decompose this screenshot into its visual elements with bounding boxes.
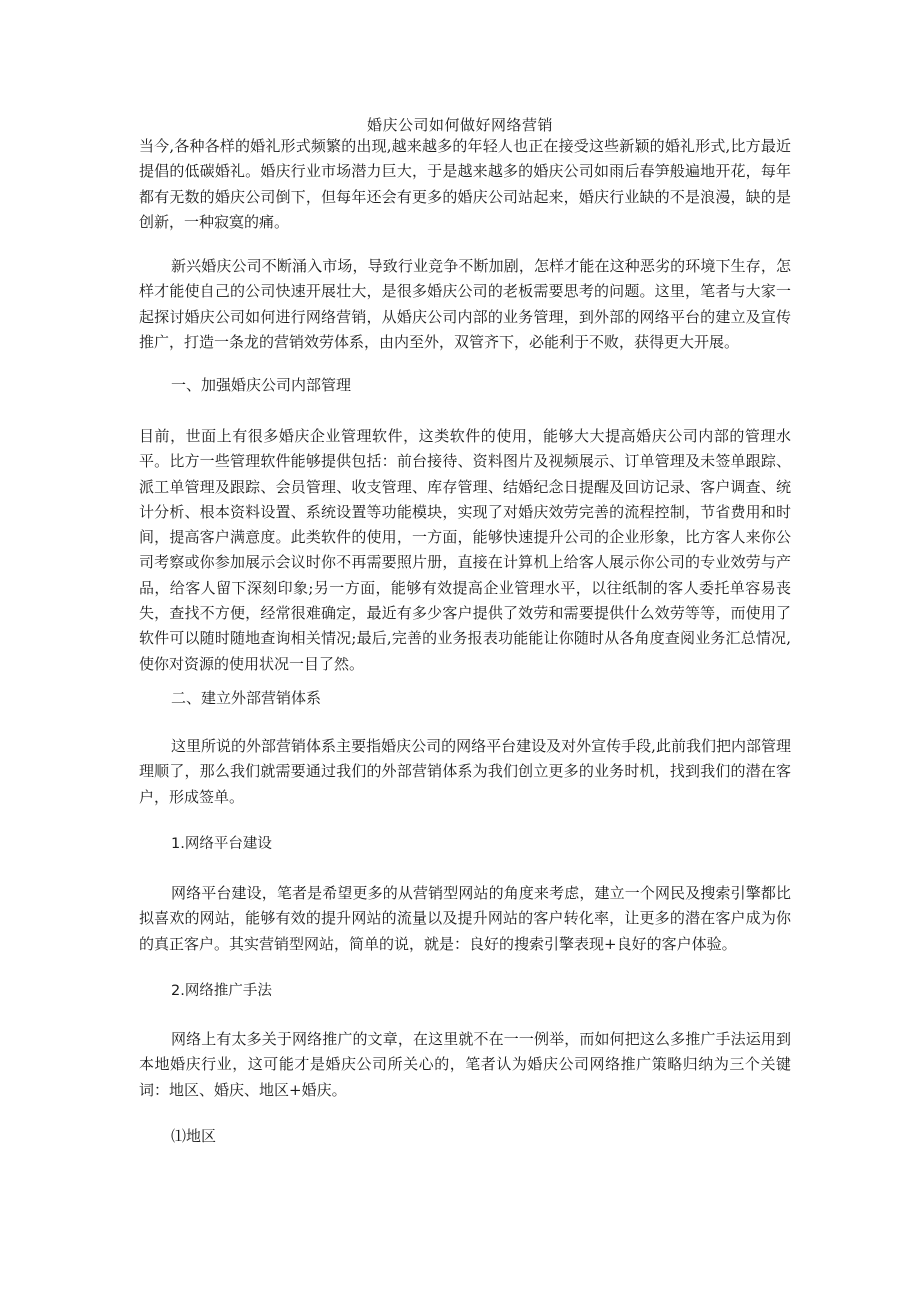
paragraph-promotion: 网络上有太多关于网络推广的文章，在这里就不在一一例举，而如何把这么多推广手法运用到本地婚庆行业，这可能才是婚庆公司所关心的，笔者认为婚庆公司网络推广策略归纳为三个关键词：地区、婚庆、地区+婚庆。 [139,1030,791,1099]
item-heading-region: ⑴地区 [171,1127,217,1145]
paragraph-external-marketing: 这里所说的外部营销体系主要指婚庆公司的网络平台建设及对外宣传手段,此前我们把内部管理理顺了，那么我们就需要通过我们的外部营销体系为我们创立更多的业务时机，找到我们的潜在客户，形成签单。 [139,737,791,806]
paragraph-competition: 新兴婚庆公司不断涌入市场，导致行业竞争不断加剧，怎样才能在这种恶劣的环境下生存，怎样才能使自己的公司快速开展壮大，是很多婚庆公司的老板需要思考的问题。这里，笔者与大家一起探讨婚庆公司如何进行网络营销，从婚庆公司内部的业务管理，到外部的网络平台的建立及宣传推广，打造一条龙的营销效劳体系，由内至外，双管齐下，必能利于不败，获得更大开展。 [139,257,791,351]
subsection-heading-promotion: 2.网络推广手法 [171,983,272,999]
intro-paragraph: 当今,各种各样的婚礼形式频繁的出现,越来越多的年轻人也正在接受这些新颖的婚礼形式,比方最近提倡的低碳婚礼。婚庆行业市场潜力巨大，于是越来越多的婚庆公司如雨后春笋般遍地开花，每年都有无数的婚庆公司倒下，但每年还会有更多的婚庆公司站起来，婚庆行业缺的不是浪漫，缺的是创新，一种寂寞的痛。 [139,137,791,231]
document-title: 婚庆公司如何做好网络营销 [366,116,553,134]
subsection-heading-platform: 1.网络平台建设 [171,836,272,852]
paragraph-management-software: 目前，世面上有很多婚庆企业管理软件，这类软件的使用，能够大大提高婚庆公司内部的管理水平。比方一些管理软件能够提供包括：前台接待、资料图片及视频展示、订单管理及未签单跟踪、派工单管理及跟踪、会员管理、收支管理、库存管理、结婚纪念日提醒及回访记录、客户调查、统计分析、根本资料设置、系统设置等功能模块，实现了对婚庆效劳完善的流程控制，节省费用和时间，提高客户满意度。此类软件的使用，一方面，能够快速提升公司的企业形象，比方客人来你公司考察或你参加展示会议时你不再需要照片册，直接在计算机上给客人展示你公司的专业效劳与产品，给客人留下深刻印象;另一方面，能够有效提高企业管理水平，以往纸制的客人委托单容易丧失，查找不方便，经常很难确定，最近有多少客户提供了效劳和需要提供什么效劳等等，而使用了软件可以随时随地查询相关情况;最后,完善的业务报表功能能让你随时从各角度查阅业务汇总情况,使你对资源的使用状况一目了然。 [139,427,791,673]
section-heading-external-marketing: 二、建立外部营销体系 [171,689,322,707]
paragraph-platform: 网络平台建设，笔者是希望更多的从营销型网站的角度来考虑，建立一个网民及搜索引擎都比拟喜欢的网站，能够有效的提升网站的流量以及提升网站的客户转化率，让更多的潜在客户成为你的真正客户。其实营销型网站，简单的说，就是：良好的搜索引擎表现+良好的客户体验。 [139,884,791,953]
section-heading-internal-management: 一、加强婚庆公司内部管理 [171,376,352,394]
